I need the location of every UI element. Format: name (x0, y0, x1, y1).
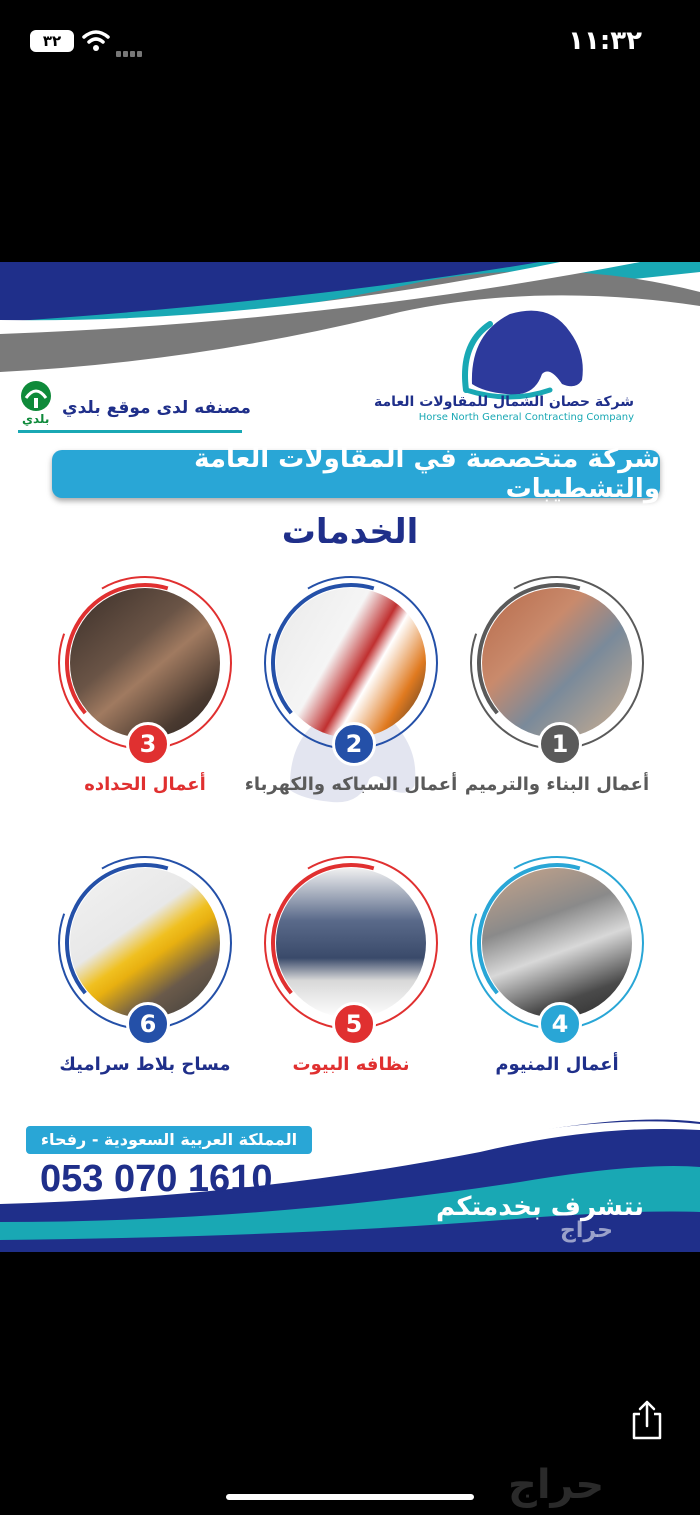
headline-text: شركة متخصصة في المقاولات العامة والتشطيبات (194, 444, 660, 504)
haraj-watermark: حراج (560, 1218, 613, 1243)
haraj-logo: حراج (508, 1462, 605, 1508)
ad-poster-image[interactable] (0, 262, 700, 1252)
services-title: الخدمات (281, 512, 419, 552)
company-name-english: Horse North General Contracting Company (418, 412, 634, 423)
service-item-construction (462, 568, 652, 798)
service-number: 6 (126, 1002, 170, 1046)
service-label: نظافه البيوت (292, 1054, 410, 1075)
service-label: أعمال السباكه والكهرباء (244, 774, 458, 795)
service-number: 5 (332, 1002, 376, 1046)
service-label: أعمال البناء والترميم (464, 774, 650, 795)
service-item-blacksmith (50, 568, 240, 798)
service-label: أعمال الحداده (84, 774, 206, 795)
baladi-classification-text: مصنفه لدى موقع بلدي (62, 398, 251, 418)
service-item-ceramic-tiles (50, 848, 240, 1078)
service-number: 3 (126, 722, 170, 766)
service-number: 4 (538, 1002, 582, 1046)
battery-indicator: ٣٢ (30, 30, 74, 52)
phone-number[interactable]: 053 070 1610 (40, 1158, 273, 1200)
status-time: ١١:٣٢ (568, 26, 642, 56)
slogan-text: نتشرف بخدمتكم (436, 1192, 644, 1222)
headline-banner (52, 444, 660, 504)
service-item-plumbing-electrical (244, 568, 458, 798)
service-label: أعمال المنيوم (495, 1054, 619, 1075)
aluminum-work-photo (482, 868, 632, 1018)
location-banner: المملكة العربية السعودية - رفحاء (26, 1126, 312, 1154)
blacksmith-photo (70, 588, 220, 738)
cleaning-photo (276, 868, 426, 1018)
divider (18, 430, 242, 433)
company-name-arabic: شركة حصان الشمال للمقاولات العامة (373, 394, 634, 410)
tile-leveling-photo (70, 868, 220, 1018)
service-number: 2 (332, 722, 376, 766)
share-icon[interactable] (630, 1400, 664, 1440)
construction-worker-photo (482, 588, 632, 738)
service-label: مساح بلاط سراميك (59, 1054, 231, 1075)
electrician-photo (276, 588, 426, 738)
service-item-house-cleaning (256, 848, 446, 1078)
baladi-brand: بلدي (22, 412, 50, 426)
home-indicator[interactable] (226, 1494, 474, 1500)
signal-icon (116, 42, 144, 61)
service-item-aluminum (462, 848, 652, 1078)
service-number: 1 (538, 722, 582, 766)
wifi-icon (82, 28, 110, 52)
